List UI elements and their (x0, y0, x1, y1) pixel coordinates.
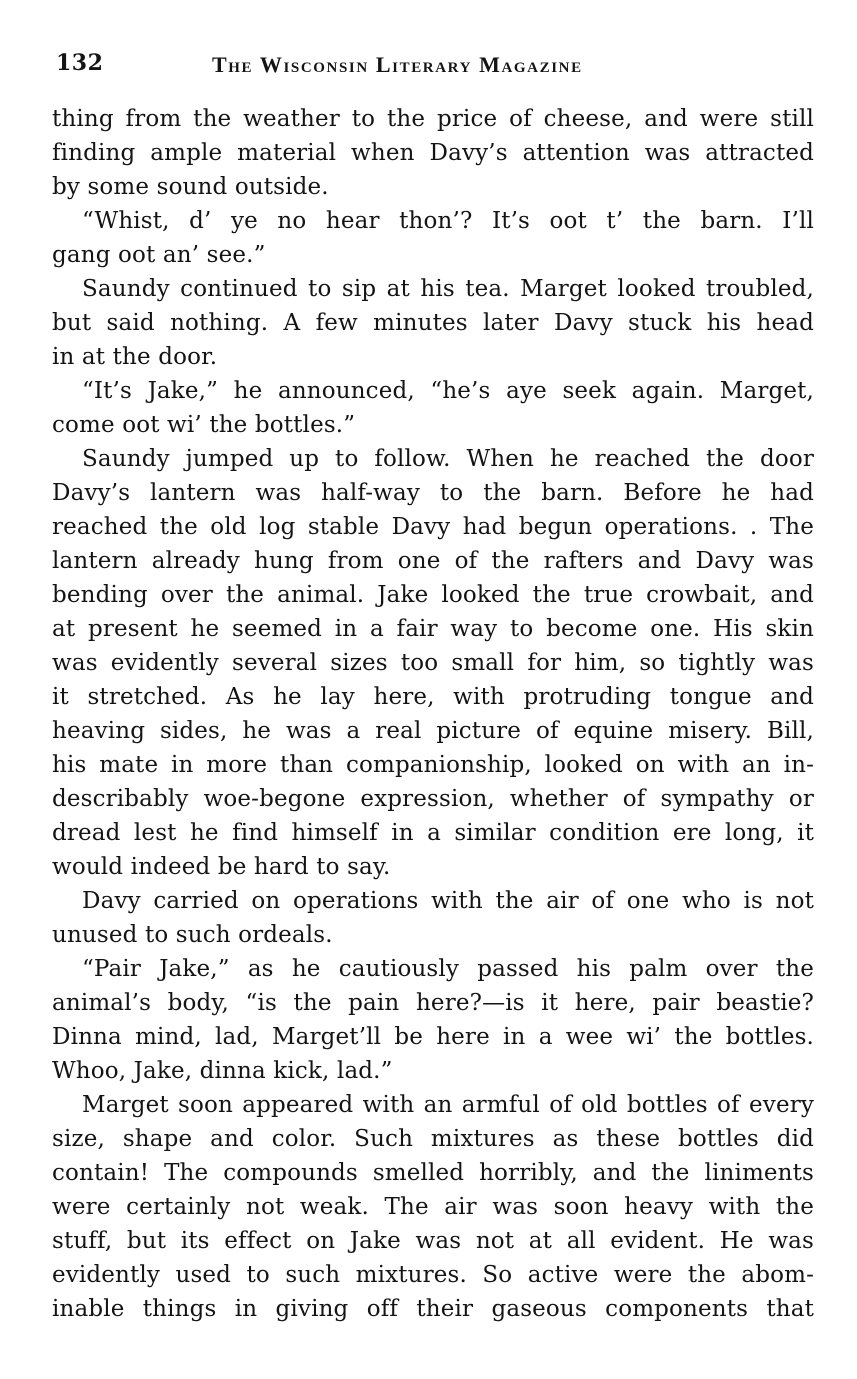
body-text (52, 102, 814, 1326)
text-line: was evidently several sizes too small for him, so tightly was (52, 650, 814, 676)
text-line: “It’s Jake,” he announced, “he’s aye seek again. Marget, (82, 378, 814, 404)
page-number: 132 (56, 50, 104, 76)
text-line: at present he seemed in a fair way to become one. His skin (52, 616, 814, 642)
text-line: “Pair Jake,” as he cautiously passed his palm over the (82, 956, 814, 982)
text-line: Marget soon appeared with an armful of old bottles of every (82, 1092, 814, 1118)
text-line: it stretched. As he lay here, with protruding tongue and (52, 684, 814, 710)
text-line: heaving sides, he was a real picture of equine misery. Bill, (52, 718, 814, 744)
text-line: stuff, but its effect on Jake was not at all evident. He was (52, 1228, 814, 1254)
text-line: unused to such ordeals. (52, 922, 333, 948)
text-line: thing from the weather to the price of cheese, and were still (52, 106, 814, 132)
text-line: Davy’s lantern was half-way to the barn. Before he had (52, 480, 814, 506)
text-line: by some sound outside. (52, 174, 329, 200)
text-line: come oot wi’ the bottles.” (52, 412, 356, 438)
text-line: contain! The compounds smelled horribly, and the liniments (52, 1160, 814, 1186)
text-line: Whoo, Jake, dinna kick, lad.” (52, 1058, 393, 1084)
text-line: would indeed be hard to say. (52, 854, 391, 880)
text-line: Saundy continued to sip at his tea. Marget looked troubled, (82, 276, 814, 302)
text-line: bending over the animal. Jake looked the true crowbait, and (52, 582, 814, 608)
text-line: describably woe-begone expression, whether of sympathy or (52, 786, 814, 812)
text-line: in at the door. (52, 344, 218, 370)
text-line: evidently used to such mixtures. So active were the abom- (52, 1262, 814, 1288)
text-line: gang oot an’ see.” (52, 242, 266, 268)
text-line: Davy carried on operations with the air of one who is not (82, 888, 814, 914)
text-line: finding ample material when Davy’s attention was attracted (52, 140, 814, 166)
text-line: reached the old log stable Davy had begun operations. . The (52, 514, 814, 540)
book-page (52, 44, 814, 1326)
text-line: inable things in giving off their gaseous components that (52, 1296, 814, 1322)
text-line: Saundy jumped up to follow. When he reached the door (82, 446, 814, 472)
text-line: animal’s body, “is the pain here?—is it here, pair beastie? (52, 990, 814, 1016)
text-line: “Whist, d’ ye no hear thon’? It’s oot t’ the barn. I’ll (82, 208, 814, 234)
text-line: were certainly not weak. The air was soon heavy with the (52, 1194, 814, 1220)
running-head: The Wisconsin Literary Magazine (212, 52, 583, 77)
text-line: size, shape and color. Such mixtures as these bottles did (52, 1126, 814, 1152)
text-line: his mate in more than companionship, looked on with an in- (52, 752, 814, 778)
text-line: dread lest he find himself in a similar condition ere long, it (52, 820, 814, 846)
text-line: Dinna mind, lad, Marget’ll be here in a wee wi’ the bottles. (52, 1024, 814, 1050)
text-line: lantern already hung from one of the rafters and Davy was (52, 548, 814, 574)
page-header (52, 44, 814, 84)
text-line: but said nothing. A few minutes later Davy stuck his head (52, 310, 814, 336)
